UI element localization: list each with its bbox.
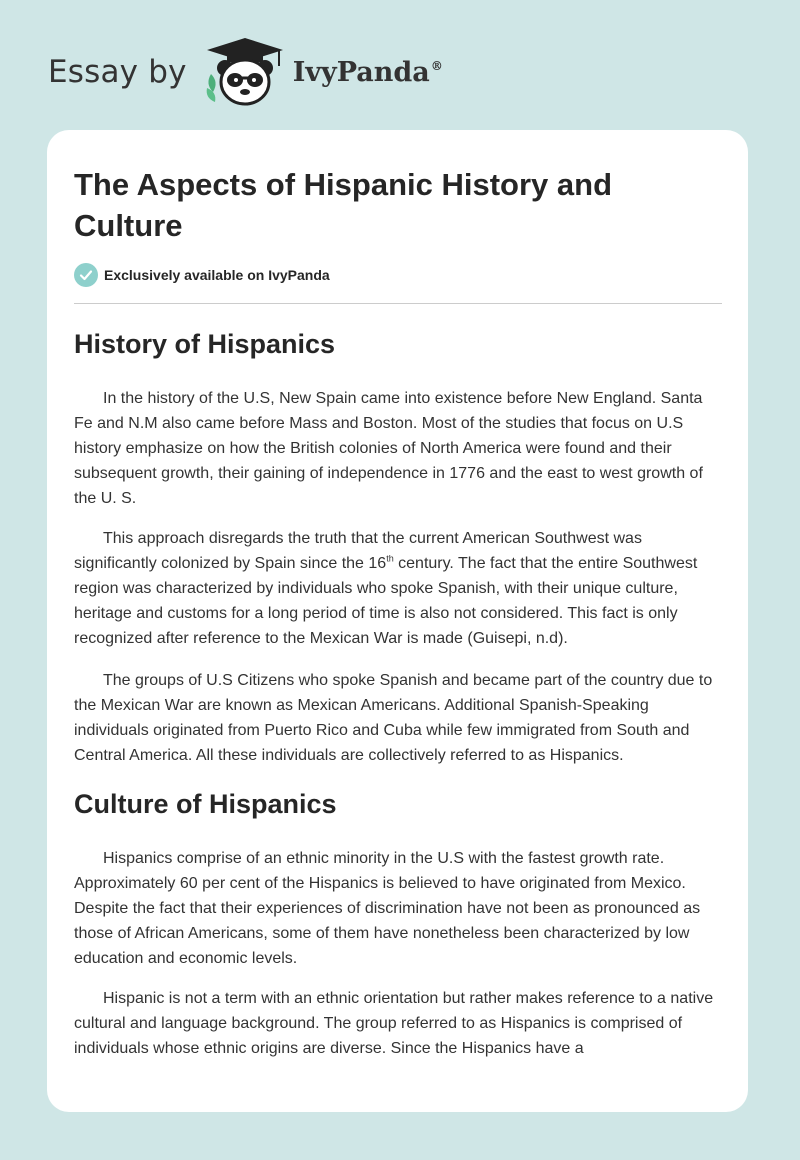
divider — [74, 303, 722, 304]
section-heading-history: History of Hispanics — [74, 329, 336, 359]
paragraph: Hispanics comprise of an ethnic minority in the U.S with the fastest growth rate. Approximately 60 per cent of the Hispanics is believed to have originated from Mexico. Despite the fact that their experiences of discrimination have not been as pronounced as those of African Americans, some of them have nonetheless been characterized by low education and economic levels. — [74, 850, 701, 967]
article-card — [47, 130, 748, 1112]
paragraph: The groups of U.S Citizens who spoke Spanish and became part of the country due to the Mexican War are known as Mexican Americans. Additional Spanish-Speaking individuals originated from Puerto Rico and Cuba while few immigrated from South and Central America. All these individuals are collectively referred to as Hispanics. — [74, 672, 713, 764]
check-icon — [74, 263, 98, 287]
site-header — [48, 36, 508, 108]
paragraph: This approach disregards the truth that the current American Southwest was significantly colonized by Spain since the 16th century. The fact that the entire Southwest region was characterized by individuals who spoke Spanish, with their unique culture, heritage and customs for a long period of time is also not considered. This fact is only recognized after reference to the Mexican War is made (Guisepi, n.d). — [74, 530, 698, 647]
paragraph: Hispanic is not a term with an ethnic orientation but rather makes reference to a native cultural and language background. The group referred to as Hispanics is comprised of individuals whose ethnic origins are diverse. Since the Hispanics have a — [74, 990, 714, 1057]
essay-by-label: Essay by — [48, 54, 187, 90]
paragraph: In the history of the U.S, New Spain came into existence before New England. Santa Fe and N.M also came before Mass and Boston. Most of the studies that focus on U.S history emphasize on how the British colonies of North America were found and their subsequent growth, their gaining of independence in 1776 and the east to west growth of the U. S. — [74, 390, 703, 507]
exclusive-label: Exclusively available on IvyPanda — [104, 267, 330, 283]
article-title: The Aspects of Hispanic History and Culture — [74, 167, 613, 243]
exclusive-badge — [74, 263, 330, 287]
brand-name[interactable]: IvyPanda® — [292, 56, 443, 88]
panda-logo-icon[interactable] — [203, 36, 287, 108]
section-heading-culture: Culture of Hispanics — [74, 789, 337, 819]
